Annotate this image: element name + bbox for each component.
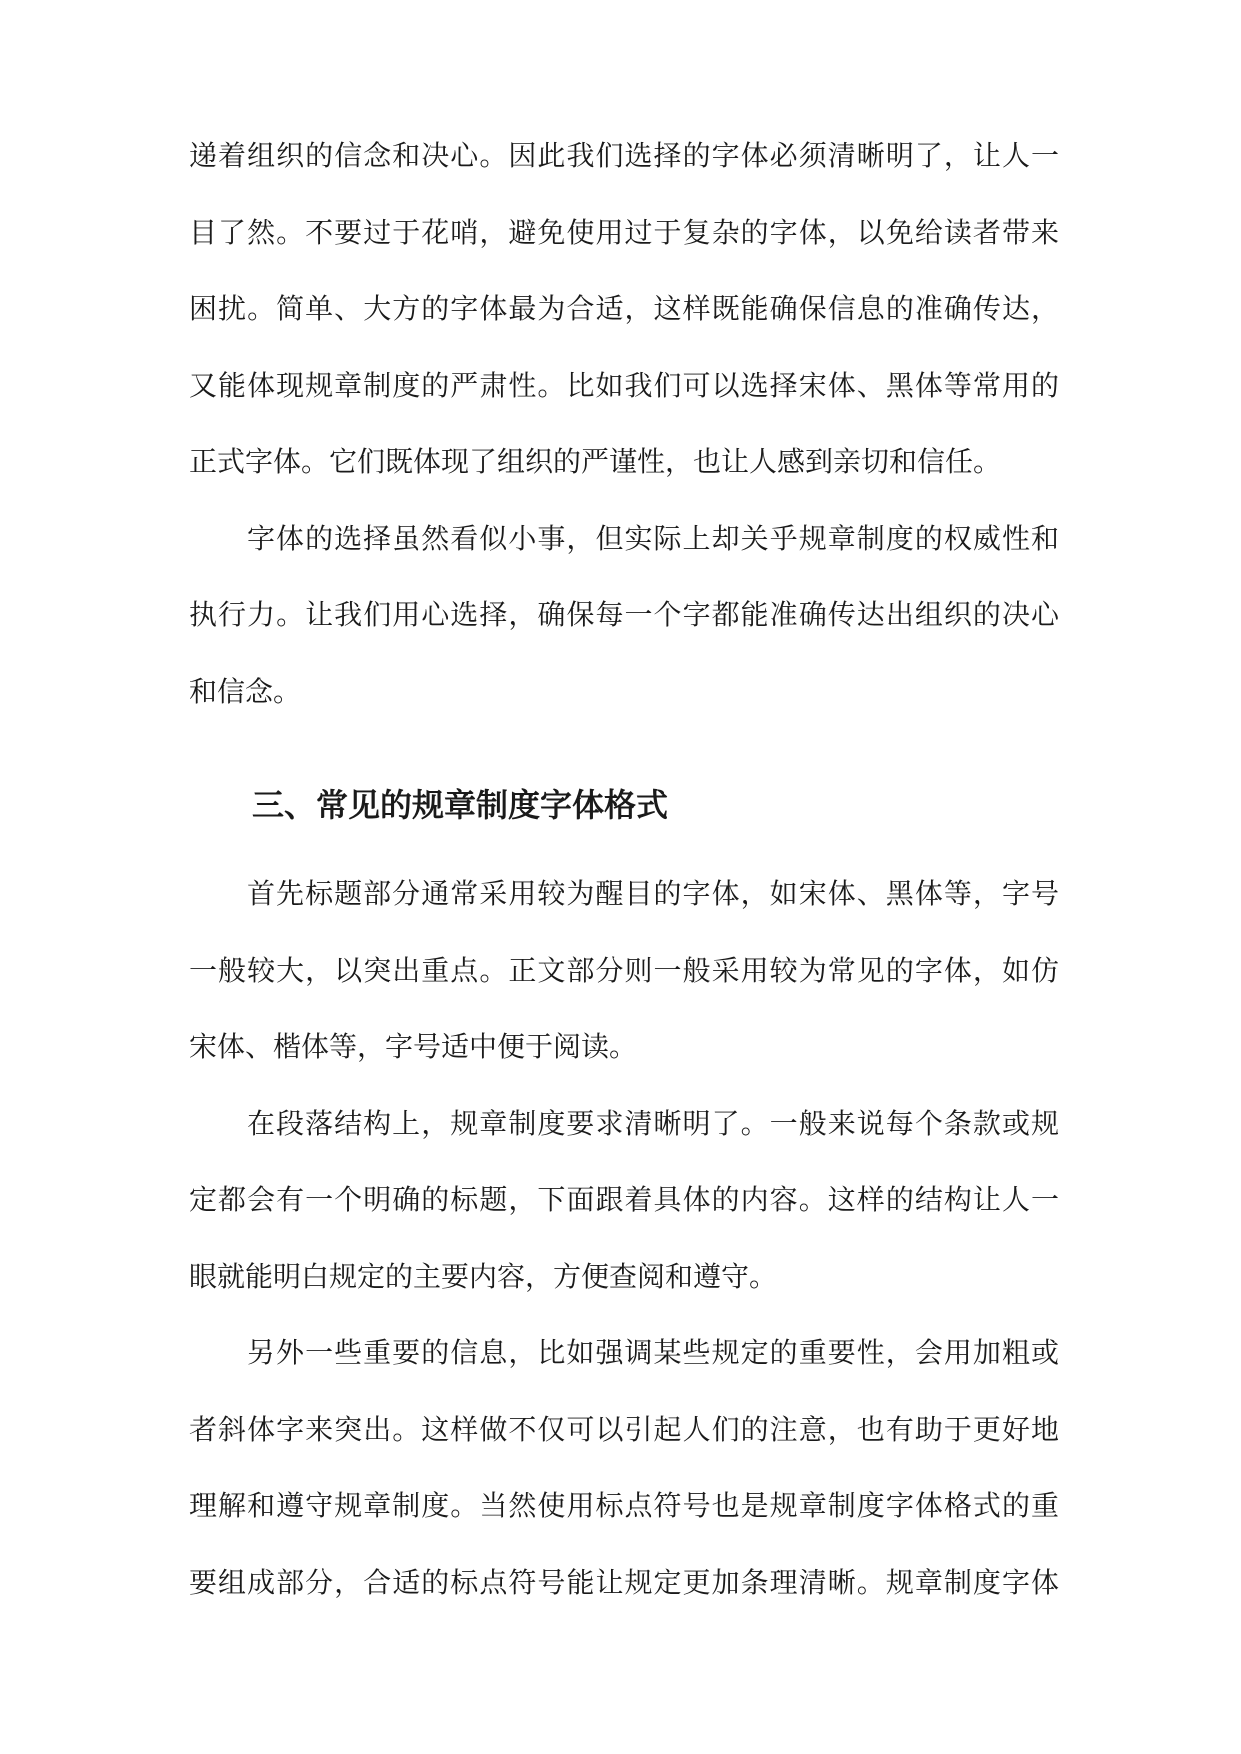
para-4-line-1: 在段落结构上，规章制度要求清晰明了。一般来说每个条款或规 bbox=[247, 1107, 1059, 1140]
para-2-line-1: 字体的选择虽然看似小事，但实际上却关乎规章制度的权威性和 bbox=[247, 522, 1059, 555]
para-5-line-3: 理解和遵守规章制度。当然使用标点符号也是规章制度字体格式的重 bbox=[189, 1489, 1059, 1522]
para-1-line-1: 递着组织的信念和决心。因此我们选择的字体必须清晰明了，让人一 bbox=[189, 139, 1059, 172]
para-3-line-1: 首先标题部分通常采用较为醒目的字体，如宋体、黑体等，字号 bbox=[247, 877, 1059, 910]
para-4-line-2: 定都会有一个明确的标题，下面跟着具体的内容。这样的结构让人一 bbox=[189, 1183, 1059, 1216]
para-3-line-3: 宋体、楷体等，字号适中便于阅读。 bbox=[189, 1030, 638, 1063]
para-2-line-2: 执行力。让我们用心选择，确保每一个字都能准确传达出组织的决心 bbox=[189, 598, 1059, 631]
para-1-line-4: 又能体现规章制度的严肃性。比如我们可以选择宋体、黑体等常用的 bbox=[189, 369, 1059, 402]
para-5-line-2: 者斜体字来突出。这样做不仅可以引起人们的注意，也有助于更好地 bbox=[189, 1413, 1059, 1446]
section-heading: 三、常见的规章制度字体格式 bbox=[252, 786, 669, 824]
para-1-line-5: 正式字体。它们既体现了组织的严谨性，也让人感到亲切和信任。 bbox=[189, 445, 1002, 478]
para-5-line-1: 另外一些重要的信息，比如强调某些规定的重要性，会用加粗或 bbox=[247, 1336, 1059, 1369]
para-2-line-3: 和信念。 bbox=[189, 675, 302, 708]
para-3-line-2: 一般较大，以突出重点。正文部分则一般采用较为常见的字体，如仿 bbox=[189, 954, 1059, 987]
para-5-line-4: 要组成部分，合适的标点符号能让规定更加条理清晰。规章制度字体 bbox=[189, 1566, 1059, 1599]
para-1-line-2: 目了然。不要过于花哨，避免使用过于复杂的字体，以免给读者带来 bbox=[189, 216, 1059, 249]
para-4-line-3: 眼就能明白规定的主要内容，方便查阅和遵守。 bbox=[189, 1260, 778, 1293]
para-1-line-3: 困扰。简单、大方的字体最为合适，这样既能确保信息的准确传达， bbox=[189, 292, 1059, 325]
